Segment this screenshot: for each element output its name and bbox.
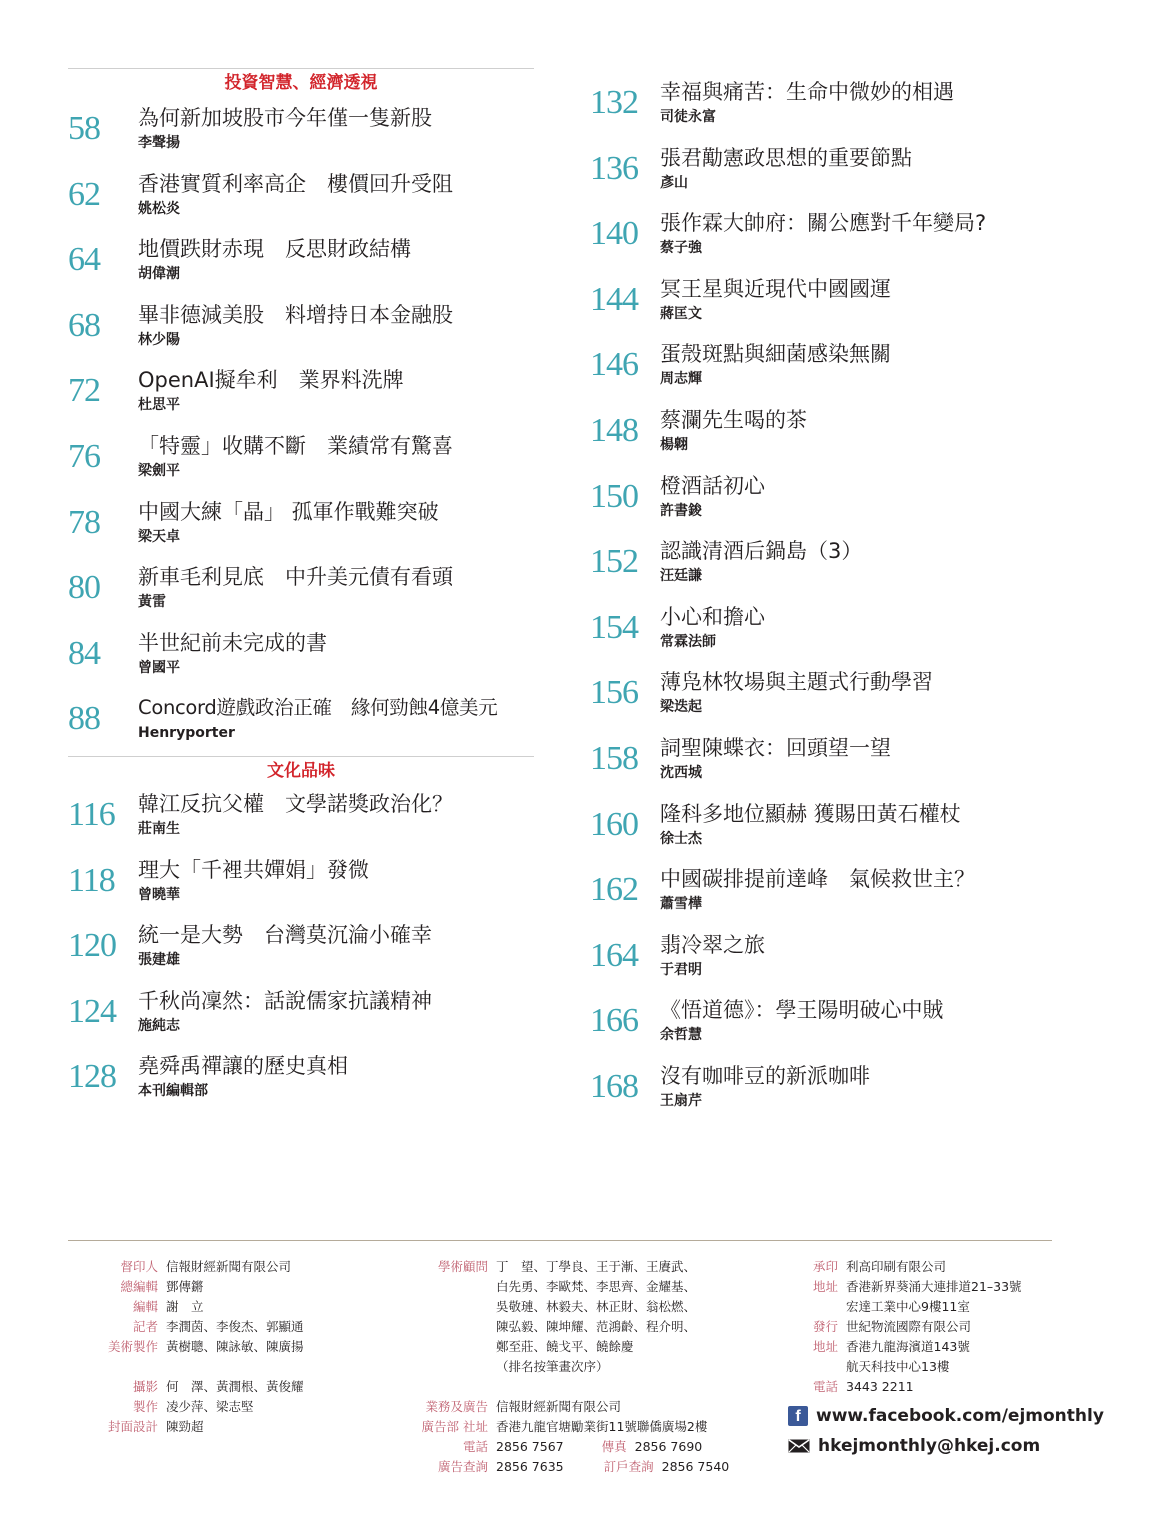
footer-label: 總編輯 [120, 1279, 158, 1294]
footer-label: 美術製作 [107, 1339, 158, 1354]
article-title[interactable]: 蔡瀾先生喝的茶 [660, 407, 807, 432]
toc-entry[interactable] [68, 559, 534, 625]
page-number: 72 [68, 372, 100, 410]
address-label: 廣告部 社址 [421, 1419, 488, 1434]
advisors-label [398, 1277, 488, 1297]
page-number: 144 [590, 280, 638, 318]
advisors-label [398, 1297, 488, 1317]
article-title[interactable]: 蛋殼斑點與細菌感染無關 [660, 342, 891, 367]
advisors-label [398, 1317, 488, 1337]
subscriber-enquiry-value: 2856 7540 [661, 1459, 730, 1474]
page-number: 124 [68, 992, 116, 1030]
article-author: 常霖法師 [660, 633, 716, 650]
toc-entry[interactable] [590, 140, 1060, 206]
ads-value: 信報財經新聞有限公司 [496, 1399, 622, 1414]
page-number: 62 [68, 175, 100, 213]
page-number: 64 [68, 241, 100, 279]
toc-left-column [68, 68, 534, 1114]
article-author: 梁劍平 [138, 462, 180, 479]
advisors-label [398, 1357, 488, 1377]
article-author: 楊翺 [660, 436, 688, 453]
ads-label: 業務及廣告 [425, 1399, 488, 1414]
footer-label: 封面設計 [107, 1419, 158, 1434]
page-number: 158 [590, 739, 638, 777]
article-title[interactable]: Concord遊戲政治正確 緣何勁蝕4億美元 [138, 696, 498, 720]
masthead-business [398, 1257, 729, 1477]
toc-entry[interactable] [68, 917, 534, 983]
page-number: 136 [590, 149, 638, 187]
toc-entry[interactable] [68, 983, 534, 1049]
footer-value: 利高印刷有限公司 [846, 1259, 947, 1274]
toc-entry[interactable] [590, 271, 1060, 337]
toc-entry[interactable] [68, 852, 534, 918]
advisors-label: 學術顧問 [437, 1259, 488, 1274]
article-title[interactable]: 張君勱憲政思想的重要節點 [660, 145, 912, 170]
article-title[interactable]: 隆科多地位顯赫 獲賜田黃石權杖 [660, 801, 961, 826]
page-number: 164 [590, 936, 638, 974]
toc-entry[interactable] [590, 402, 1060, 468]
mail-icon [788, 1439, 810, 1453]
article-author: 本刊編輯部 [138, 1083, 208, 1100]
article-title[interactable]: 半世紀前未完成的書 [138, 630, 327, 655]
article-author: 莊南生 [138, 820, 180, 837]
toc-entry[interactable] [68, 428, 534, 494]
page-number: 132 [590, 84, 638, 121]
page-number: 148 [590, 411, 638, 449]
article-author: 黃雷 [138, 594, 166, 611]
toc-entry[interactable] [68, 231, 534, 297]
advisors-label [398, 1337, 488, 1357]
toc-right-column [590, 74, 1060, 1124]
article-author: 于君明 [660, 961, 702, 978]
page-number: 68 [68, 306, 100, 344]
fax-value: 2856 7690 [634, 1439, 703, 1454]
toc-entry[interactable] [68, 690, 534, 756]
page-number: 76 [68, 437, 100, 475]
tel-value: 2856 7567 [496, 1439, 564, 1454]
article-author: 蕭雪樺 [660, 896, 702, 913]
toc-entry[interactable] [68, 786, 534, 852]
facebook-link[interactable] [788, 1401, 1104, 1431]
toc-entry[interactable] [590, 992, 1060, 1058]
article-author: 沈西城 [660, 764, 702, 781]
article-title[interactable]: 《悟道德》：學王陽明破心中賊 [660, 998, 944, 1023]
toc-entry[interactable] [590, 730, 1060, 796]
article-title[interactable]: 千秋尚凜然：話說儒家抗議精神 [138, 988, 432, 1013]
page-number: 146 [590, 346, 638, 384]
footer-value: 黃樹聰、陳詠敏、陳廣揚 [166, 1339, 304, 1354]
toc-entry[interactable] [590, 205, 1060, 271]
page-number: 80 [68, 569, 100, 607]
masthead-printing [788, 1257, 1104, 1461]
footer-label: 電話 [812, 1379, 838, 1394]
academic-advisors [398, 1257, 729, 1377]
toc-entry[interactable] [590, 336, 1060, 402]
masthead-staff [90, 1257, 304, 1437]
article-title[interactable]: 小心和擔心 [660, 604, 765, 629]
article-author: 梁天卓 [138, 528, 180, 545]
toc-entry[interactable] [68, 494, 534, 560]
advisors-line: 白先勇、李歐梵、李思齊、金耀基、 [496, 1279, 697, 1294]
toc-entry[interactable] [68, 297, 534, 363]
page-number: 154 [590, 608, 638, 646]
article-title[interactable]: 橙酒話初心 [660, 473, 765, 498]
section-heading: 投資智慧、經濟透視 [68, 68, 534, 100]
tel-label: 電話 [462, 1439, 488, 1454]
toc-entry[interactable] [68, 362, 534, 428]
article-title[interactable]: 堯舜禹禪讓的歷史真相 [138, 1054, 348, 1079]
page-number: 118 [68, 861, 115, 899]
page-number: 166 [590, 1002, 638, 1040]
article-title[interactable]: 畢非德減美股 料增持日本金融股 [138, 302, 453, 327]
footer-label: 發行 [812, 1319, 838, 1334]
masthead-footer [68, 1240, 1104, 1481]
toc-entry[interactable] [590, 927, 1060, 993]
toc-entry[interactable] [68, 625, 534, 691]
toc-entry[interactable] [590, 664, 1060, 730]
toc-entry[interactable] [590, 74, 1060, 140]
page-number: 150 [590, 477, 638, 515]
article-title[interactable]: 張作霖大帥府：關公應對千年變局? [660, 211, 987, 236]
article-author: 蔡子強 [660, 240, 702, 257]
footer-value: 香港新界葵涌大連排道21–33號 [846, 1279, 1022, 1294]
footer-label: 記者 [132, 1319, 158, 1334]
footer-value: 李潤茵、李俊杰、郭顯通 [166, 1319, 304, 1334]
article-author: 施純志 [138, 1017, 180, 1034]
article-author: 杜思平 [138, 397, 180, 414]
article-title[interactable]: 幸福與痛苦：生命中微妙的相遇 [660, 80, 954, 104]
article-title[interactable]: 「特靈」收購不斷 業績常有驚喜 [138, 433, 453, 458]
toc-entry[interactable] [590, 468, 1060, 534]
footer-label: 製作 [132, 1399, 158, 1414]
footer-label: 督印人 [120, 1259, 158, 1274]
article-author: 林少陽 [138, 331, 180, 348]
article-title[interactable]: 薄凫林牧場與主題式行動學習 [660, 670, 933, 695]
article-author: 蔣匡文 [660, 305, 702, 322]
advisors-line: 吳敬璉、林毅夫、林正財、翁松燃、 [496, 1299, 697, 1314]
page-number: 156 [590, 674, 638, 712]
page-number: 128 [68, 1058, 116, 1096]
footer-label: 編輯 [132, 1299, 158, 1314]
article-author: 李聲揚 [138, 135, 180, 151]
footer-value: 航天科技中心13樓 [846, 1359, 950, 1374]
advisors-line: （排名按筆畫次序） [496, 1359, 609, 1374]
article-title[interactable]: 為何新加坡股市今年僅一隻新股 [138, 106, 432, 130]
page-number: 58 [68, 110, 100, 147]
footer-label: 地址 [812, 1339, 838, 1354]
article-author: 張建雄 [138, 952, 180, 969]
address-value: 香港九龍官塘勵業街11號聯僑廣場2樓 [496, 1419, 708, 1434]
toc-entry[interactable] [68, 1048, 534, 1114]
fax-label: 傳真 [601, 1439, 627, 1454]
footer-value: 宏達工業中心9樓11室 [846, 1299, 970, 1314]
toc-entry[interactable] [590, 861, 1060, 927]
page-number: 140 [590, 215, 638, 253]
section-heading: 文化品味 [68, 756, 534, 786]
article-title[interactable]: 冥王星與近現代中國國運 [660, 276, 891, 301]
page-number: 152 [590, 543, 638, 581]
article-title[interactable]: 新車毛利見底 中升美元債有看頭 [138, 565, 453, 590]
page-number: 120 [68, 927, 116, 965]
toc-entry[interactable] [590, 796, 1060, 862]
subscriber-enquiry-label: 訂戶查詢 [603, 1459, 654, 1474]
article-author: 胡偉潮 [138, 266, 180, 283]
toc-entry[interactable] [68, 166, 534, 232]
article-title[interactable]: 香港實質利率高企 樓價回升受阻 [138, 171, 453, 196]
page-number: 160 [590, 805, 638, 843]
page-number: 168 [590, 1067, 638, 1105]
footer-value: 陳勁超 [166, 1419, 204, 1434]
page-number: 78 [68, 503, 100, 541]
footer-value: 謝 立 [166, 1299, 204, 1314]
article-author: 彥山 [660, 174, 688, 191]
page-number: 116 [68, 795, 115, 833]
toc-entry[interactable] [68, 100, 534, 166]
footer-label [788, 1357, 838, 1377]
footer-value: 信報財經新聞有限公司 [166, 1259, 292, 1274]
article-author: Henryporter [138, 725, 235, 742]
footer-value: 鄧傳鏘 [166, 1279, 204, 1294]
article-author: 許書鋑 [660, 502, 702, 519]
article-title[interactable]: 中國碳排提前達峰 氣候救世主？ [660, 867, 975, 892]
footer-label: 地址 [812, 1279, 838, 1294]
article-author: 王扇芹 [660, 1092, 702, 1109]
article-title[interactable]: 韓江反抗父權 文學諾獎政治化？ [138, 791, 453, 816]
footer-value: 3443 2211 [846, 1379, 914, 1394]
toc-entry[interactable] [590, 1058, 1060, 1124]
article-author: 曾國平 [138, 659, 180, 676]
article-author: 司徒永富 [660, 109, 716, 125]
advisors-line: 陳弘毅、陳坤耀、范鴻齡、程介明、 [496, 1319, 697, 1334]
article-title[interactable]: 翡冷翠之旅 [660, 932, 765, 957]
email-address[interactable]: hkejmonthly@hkej.com [818, 1436, 1041, 1456]
toc-entry[interactable] [590, 599, 1060, 665]
article-title[interactable]: 地價跌財赤現 反思財政結構 [138, 237, 411, 262]
article-title[interactable]: OpenAI擬牟利 業界料洗牌 [138, 368, 404, 393]
page-number: 88 [68, 700, 100, 738]
ad-enquiry-value: 2856 7635 [496, 1459, 564, 1474]
page-number: 84 [68, 634, 100, 672]
facebook-icon: f [788, 1406, 808, 1426]
footer-value: 香港九龍海濱道143號 [846, 1339, 970, 1354]
email-link[interactable] [788, 1431, 1104, 1461]
article-title[interactable]: 沒有咖啡豆的新派咖啡 [660, 1063, 870, 1088]
article-title[interactable]: 理大「千裡共嬋娟」發微 [138, 857, 369, 882]
footer-value: 凌少萍、梁志堅 [166, 1399, 254, 1414]
section-entries [68, 100, 534, 756]
article-author: 梁迭起 [660, 699, 702, 716]
toc-entry[interactable] [590, 533, 1060, 599]
advisors-line: 丁 望、丁學良、王于漸、王賡武、 [496, 1259, 697, 1274]
article-title[interactable]: 中國大練「晶」 孤軍作戰難突破 [138, 499, 439, 524]
facebook-url[interactable]: www.facebook.com/ejmonthly [816, 1406, 1104, 1426]
article-author: 汪廷謙 [660, 568, 702, 585]
article-author: 周志輝 [660, 371, 702, 388]
footer-label [788, 1297, 838, 1317]
footer-value: 世紀物流國際有限公司 [846, 1319, 972, 1334]
ad-enquiry-label: 廣告查詢 [437, 1459, 488, 1474]
footer-label: 承印 [812, 1259, 838, 1274]
section-entries [68, 786, 534, 1114]
footer-label: 攝影 [132, 1379, 158, 1394]
article-author: 余哲慧 [660, 1027, 702, 1044]
article-author: 徐士杰 [660, 830, 702, 847]
footer-value: 何 澤、黃潤根、黃俊耀 [166, 1379, 304, 1394]
article-title[interactable]: 詞聖陳蝶衣：回頭望一望 [660, 735, 891, 760]
page-number: 162 [590, 871, 638, 909]
article-title[interactable]: 統一是大勢 台灣莫沉淪小確幸 [138, 923, 432, 948]
article-title[interactable]: 認識清酒后鍋島（3） [660, 539, 863, 564]
article-author: 曾曉華 [138, 886, 180, 903]
advisors-line: 鄭至莊、饒戈平、饒餘慶 [496, 1339, 634, 1354]
article-author: 姚松炎 [138, 200, 180, 217]
